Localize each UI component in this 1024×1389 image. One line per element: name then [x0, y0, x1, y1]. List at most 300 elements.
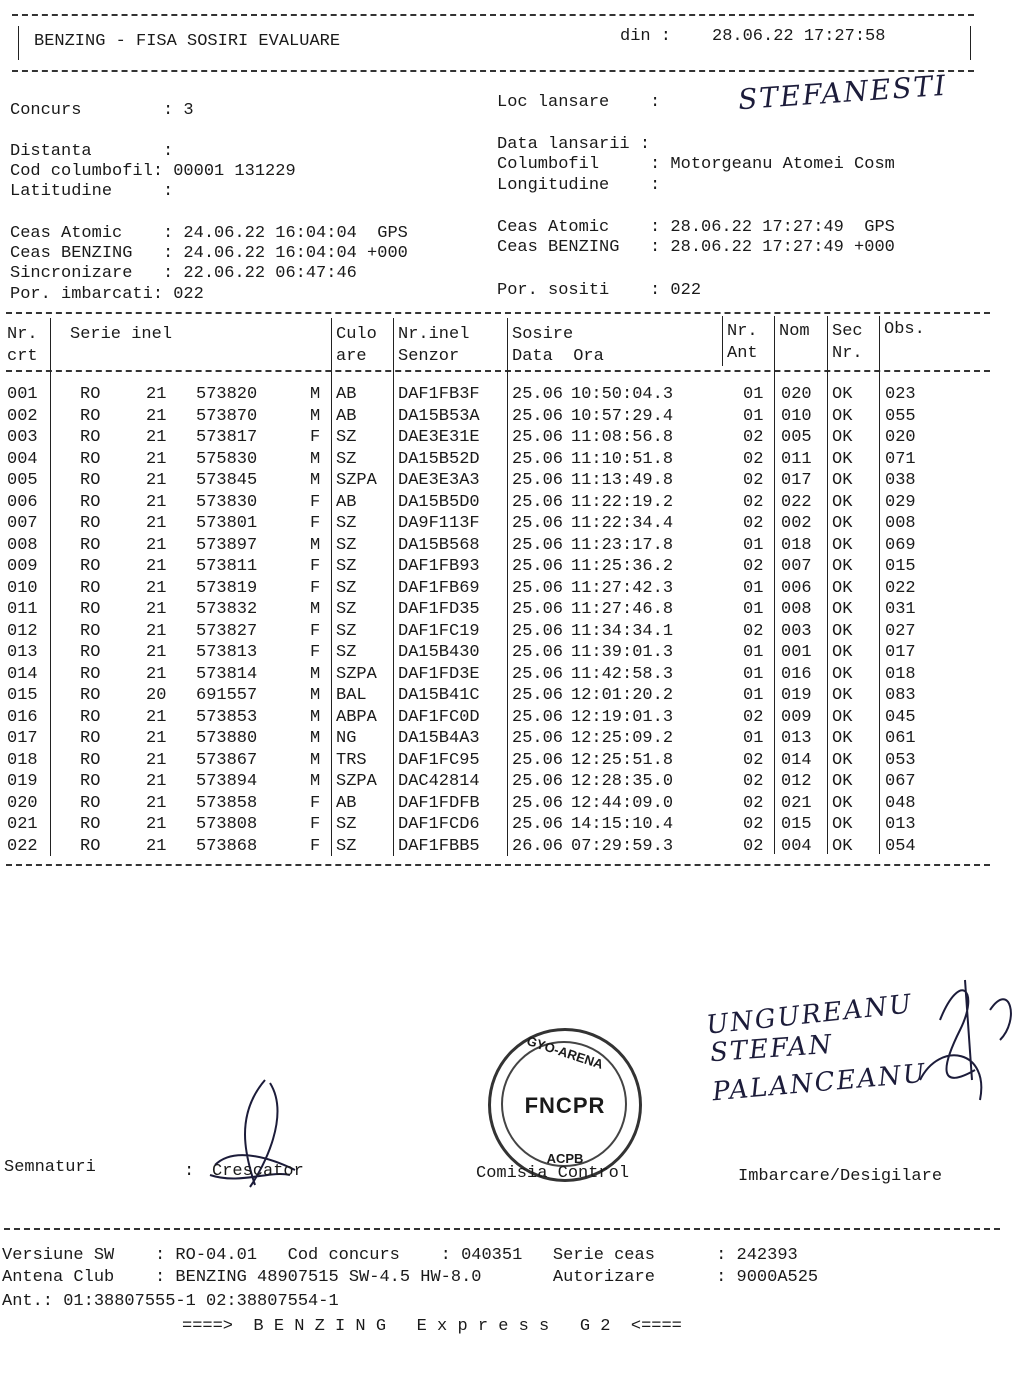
cell-sec: OK [832, 772, 853, 791]
cell-inel: 573827 [196, 621, 258, 641]
cell-data: 25.06 [512, 664, 564, 684]
cell-data: 25.06 [512, 686, 564, 705]
cell-inel: 573817 [196, 428, 258, 447]
cell-ora: 12:01:20.2 [571, 686, 674, 705]
cell-ant: 01 [743, 578, 764, 598]
cell-sec: OK [832, 578, 853, 598]
cod-columbofil-field: Cod columbofil: 00001 131229 [10, 162, 296, 181]
cell-nr: 016 [7, 707, 38, 727]
cell-obs: 038 [885, 471, 916, 490]
cell-ant: 02 [743, 428, 764, 447]
cell-tara: RO [80, 664, 101, 684]
cell-ant: 02 [743, 772, 764, 791]
cell-obs: 020 [885, 428, 916, 447]
signatures-colon: : [184, 1162, 195, 1181]
cell-obs: 017 [885, 643, 916, 662]
cell-culoare: SZ [336, 428, 357, 447]
cell-culoare: SZ [336, 815, 357, 834]
cell-data: 26.06 [512, 836, 564, 856]
sincronizare-field: Sincronizare : 22.06.22 06:47:46 [10, 264, 357, 283]
loc-lansare-handwritten: STEFANESTI [737, 68, 949, 117]
cell-senzor: DA15B4A3 [398, 729, 480, 748]
cell-nom: 005 [781, 428, 812, 447]
cell-tara: RO [80, 557, 101, 576]
table-header-rule [6, 370, 990, 372]
cell-ora: 11:13:49.8 [571, 471, 674, 490]
cell-sec: OK [832, 492, 853, 512]
cell-data: 25.06 [512, 621, 564, 641]
cell-nr: 015 [7, 686, 38, 705]
cell-ant: 02 [743, 621, 764, 641]
cell-ora: 11:22:34.4 [571, 514, 674, 533]
cell-inel: 573820 [196, 385, 258, 404]
cell-sex: F [310, 492, 321, 512]
header-sosire: Sosire [512, 325, 574, 344]
cell-sec: OK [832, 471, 853, 490]
cell-sec: OK [832, 449, 853, 469]
cell-nom: 013 [781, 729, 812, 748]
cell-tara: RO [80, 428, 101, 447]
column-divider [50, 318, 51, 856]
column-divider [827, 316, 828, 854]
signature-comisia-label: Comisia Control [476, 1164, 630, 1183]
cell-sex: M [310, 600, 321, 619]
cell-ora: 11:27:42.3 [571, 578, 674, 598]
cell-ant: 02 [743, 557, 764, 576]
cell-obs: 071 [885, 449, 916, 469]
cell-inel: 573868 [196, 836, 258, 856]
cell-ora: 11:25:36.2 [571, 557, 674, 576]
cell-sec: OK [832, 750, 853, 770]
cell-an: 21 [146, 621, 167, 641]
cell-ora: 11:10:51.8 [571, 449, 674, 469]
cell-senzor: DAE3E31E [398, 428, 480, 447]
cell-an: 21 [146, 729, 167, 748]
cell-sex: F [310, 643, 321, 662]
column-divider [879, 316, 880, 854]
cell-obs: 053 [885, 750, 916, 770]
cell-inel: 573811 [196, 557, 258, 576]
cell-ora: 12:19:01.3 [571, 707, 674, 727]
footer-line-1: Versiune SW : RO-04.01 Cod concurs : 040351 Serie ceas : 242393 [2, 1246, 798, 1265]
cell-sex: F [310, 815, 321, 834]
cell-nr: 008 [7, 535, 38, 555]
cell-data: 25.06 [512, 557, 564, 576]
signature-crescator-label: Crescator [212, 1162, 304, 1181]
cell-data: 25.06 [512, 772, 564, 791]
cell-an: 21 [146, 664, 167, 684]
cell-sec: OK [832, 600, 853, 619]
cell-obs: 031 [885, 600, 916, 619]
cell-obs: 061 [885, 729, 916, 748]
column-divider [774, 316, 775, 854]
cell-an: 21 [146, 815, 167, 834]
cell-ora: 12:28:35.0 [571, 772, 674, 791]
header-nr: Nr. [7, 325, 38, 344]
cell-tara: RO [80, 406, 101, 426]
cell-sex: M [310, 535, 321, 555]
cell-culoare: SZ [336, 514, 357, 533]
handwritten-name-3: PALANCEANU [711, 1058, 928, 1108]
table-bottom-rule [6, 864, 990, 866]
cell-inel: 573870 [196, 406, 258, 426]
cell-inel: 575830 [196, 449, 258, 469]
cell-sec: OK [832, 621, 853, 641]
cell-nom: 015 [781, 815, 812, 834]
cell-an: 21 [146, 793, 167, 813]
cell-nr: 001 [7, 385, 38, 404]
cell-senzor: DAF1FC0D [398, 707, 480, 727]
cell-sex: F [310, 793, 321, 813]
cell-nom: 003 [781, 621, 812, 641]
header-bottom-rule [12, 70, 974, 72]
cell-nom: 008 [781, 600, 812, 619]
cell-culoare: ABPA [336, 707, 377, 727]
cell-ant: 01 [743, 535, 764, 555]
footer-benzing-express: ====> B E N Z I N G E x p r e s s G 2 <==== [182, 1317, 682, 1336]
cell-an: 21 [146, 471, 167, 490]
cell-nom: 001 [781, 643, 812, 662]
cell-culoare: SZ [336, 621, 357, 641]
cell-inel: 573814 [196, 664, 258, 684]
cell-culoare: SZ [336, 643, 357, 662]
cell-senzor: DA9F113F [398, 514, 480, 533]
por-sositi-field: Por. sositi : 022 [497, 281, 702, 300]
cell-ora: 11:23:17.8 [571, 535, 674, 555]
cell-nr: 013 [7, 643, 38, 662]
cell-data: 25.06 [512, 514, 564, 533]
cell-an: 21 [146, 428, 167, 447]
cell-nr: 012 [7, 621, 38, 641]
cell-sex: F [310, 578, 321, 598]
cell-nr: 021 [7, 815, 38, 834]
cell-sec: OK [832, 836, 853, 856]
columbofil-field: Columbofil : Motorgeanu Atomei Cosm [497, 155, 895, 174]
cell-tara: RO [80, 449, 101, 469]
loc-lansare-field: Loc lansare : [497, 93, 661, 112]
cell-nr: 009 [7, 557, 38, 576]
cell-data: 25.06 [512, 471, 564, 490]
cell-data: 25.06 [512, 707, 564, 727]
cell-sec: OK [832, 535, 853, 555]
por-imbarcati-field: Por. imbarcati: 022 [10, 285, 204, 304]
cell-ant: 01 [743, 385, 764, 404]
cell-senzor: DA15B52D [398, 449, 480, 469]
cell-inel: 573813 [196, 643, 258, 662]
stamp-top-text: GYO-ARENA [524, 1033, 606, 1072]
cell-nr: 019 [7, 772, 38, 791]
cell-senzor: DAF1FC95 [398, 750, 480, 770]
cell-data: 25.06 [512, 492, 564, 512]
cell-sex: F [310, 428, 321, 447]
cell-ora: 11:22:19.2 [571, 492, 674, 512]
cell-tara: RO [80, 621, 101, 641]
cell-ant: 01 [743, 406, 764, 426]
cell-sex: M [310, 729, 321, 748]
cell-ant: 02 [743, 836, 764, 856]
cell-ant: 02 [743, 793, 764, 813]
cell-nom: 020 [781, 385, 812, 404]
column-divider [507, 318, 508, 856]
cell-sex: M [310, 772, 321, 791]
ceas-benzing-start: Ceas BENZING : 24.06.22 16:04:04 +000 [10, 244, 408, 263]
cell-tara: RO [80, 578, 101, 598]
cell-an: 21 [146, 492, 167, 512]
cell-nr: 007 [7, 514, 38, 533]
cell-culoare: SZPA [336, 471, 377, 490]
cell-culoare: SZ [336, 557, 357, 576]
cell-nom: 019 [781, 686, 812, 705]
footer-line-2: Antena Club : BENZING 48907515 SW-4.5 HW-8.0 Autorizare : 9000A525 [2, 1268, 819, 1287]
cell-an: 21 [146, 750, 167, 770]
document-title: BENZING - FISA SOSIRI EVALUARE [34, 32, 341, 51]
cell-ora: 11:42:58.3 [571, 664, 674, 684]
cell-inel: 691557 [196, 686, 258, 705]
longitudine-field: Longitudine : [497, 176, 661, 195]
cell-nom: 016 [781, 664, 812, 684]
cell-nom: 004 [781, 836, 812, 856]
cell-inel: 573897 [196, 535, 258, 555]
cell-culoare: BAL [336, 686, 367, 705]
cell-an: 21 [146, 836, 167, 856]
cell-culoare: SZ [336, 535, 357, 555]
cell-obs: 018 [885, 664, 916, 684]
cell-sec: OK [832, 815, 853, 834]
cell-sec: OK [832, 707, 853, 727]
cell-obs: 054 [885, 836, 916, 856]
cell-sec: OK [832, 643, 853, 662]
cell-ora: 14:15:10.4 [571, 815, 674, 834]
cell-nom: 010 [781, 406, 812, 426]
cell-obs: 027 [885, 621, 916, 641]
header-sec-nr: Nr. [832, 344, 863, 363]
concurs-field: Concurs : 3 [10, 101, 194, 120]
cell-sex: M [310, 707, 321, 727]
stamp-bottom-text: ACPB [546, 1151, 584, 1166]
header-right-rule [970, 26, 971, 60]
column-divider [722, 316, 723, 366]
cell-nom: 012 [781, 772, 812, 791]
cell-nr: 020 [7, 793, 38, 813]
ceas-benzing-end: Ceas BENZING : 28.06.22 17:27:49 +000 [497, 238, 895, 257]
cell-ora: 12:44:09.0 [571, 793, 674, 813]
cell-tara: RO [80, 471, 101, 490]
cell-senzor: DA15B5D0 [398, 492, 480, 512]
cell-senzor: DAC42814 [398, 772, 480, 791]
cell-nr: 017 [7, 729, 38, 748]
cell-tara: RO [80, 707, 101, 727]
cell-nr: 010 [7, 578, 38, 598]
cell-ora: 11:34:34.1 [571, 621, 674, 641]
cell-ora: 10:57:29.4 [571, 406, 674, 426]
cell-nom: 014 [781, 750, 812, 770]
cell-culoare: AB [336, 406, 357, 426]
cell-nom: 002 [781, 514, 812, 533]
cell-senzor: DAF1FCD6 [398, 815, 480, 834]
cell-an: 21 [146, 385, 167, 404]
cell-tara: RO [80, 750, 101, 770]
cell-senzor: DAF1FB93 [398, 557, 480, 576]
header-sec: Sec [832, 322, 863, 341]
cell-tara: RO [80, 686, 101, 705]
cell-inel: 573880 [196, 729, 258, 748]
cell-nr: 002 [7, 406, 38, 426]
cell-ant: 01 [743, 643, 764, 662]
cell-nom: 007 [781, 557, 812, 576]
cell-tara: RO [80, 729, 101, 748]
cell-culoare: SZ [336, 600, 357, 619]
signature-imbarcare-label: Imbarcare/Desigilare [738, 1167, 943, 1186]
cell-an: 21 [146, 557, 167, 576]
cell-tara: RO [80, 772, 101, 791]
cell-tara: RO [80, 514, 101, 533]
cell-sex: F [310, 621, 321, 641]
cell-sec: OK [832, 428, 853, 447]
cell-sec: OK [832, 406, 853, 426]
cell-ant: 02 [743, 750, 764, 770]
cell-obs: 029 [885, 492, 916, 512]
cell-senzor: DA15B41C [398, 686, 480, 705]
cell-tara: RO [80, 492, 101, 512]
cell-an: 21 [146, 449, 167, 469]
cell-obs: 022 [885, 578, 916, 598]
cell-data: 25.06 [512, 643, 564, 662]
cell-an: 21 [146, 600, 167, 619]
cell-ant: 01 [743, 729, 764, 748]
cell-inel: 573853 [196, 707, 258, 727]
cell-inel: 573832 [196, 600, 258, 619]
cell-nom: 018 [781, 535, 812, 555]
header-nom: Nom [779, 322, 810, 341]
cell-obs: 013 [885, 815, 916, 834]
cell-culoare: TRS [336, 750, 367, 770]
header-ant: Ant [727, 344, 758, 363]
date-value: 28.06.22 17:27:58 [712, 27, 886, 46]
cell-nom: 006 [781, 578, 812, 598]
cell-inel: 573858 [196, 793, 258, 813]
cell-inel: 573808 [196, 815, 258, 834]
cell-nr: 014 [7, 664, 38, 684]
cell-tara: RO [80, 385, 101, 404]
cell-inel: 573867 [196, 750, 258, 770]
cell-an: 21 [146, 707, 167, 727]
cell-data: 25.06 [512, 535, 564, 555]
cell-nr: 018 [7, 750, 38, 770]
cell-obs: 045 [885, 707, 916, 727]
cell-ant: 02 [743, 707, 764, 727]
cell-sex: F [310, 514, 321, 533]
cell-culoare: SZPA [336, 664, 377, 684]
header-crt: crt [7, 347, 38, 366]
footer-top-rule [4, 1228, 1000, 1230]
signature-scribble-right [880, 960, 1020, 1120]
cell-sec: OK [832, 557, 853, 576]
cell-nr: 006 [7, 492, 38, 512]
column-divider [331, 318, 332, 856]
header-serie-inel: Serie inel [70, 325, 173, 344]
cell-nom: 021 [781, 793, 812, 813]
cell-data: 25.06 [512, 385, 564, 404]
cell-nr: 022 [7, 836, 38, 856]
cell-data: 25.06 [512, 815, 564, 834]
cell-ant: 02 [743, 492, 764, 512]
cell-sex: M [310, 664, 321, 684]
cell-nom: 011 [781, 449, 812, 469]
cell-an: 21 [146, 514, 167, 533]
cell-obs: 023 [885, 385, 916, 404]
cell-data: 25.06 [512, 449, 564, 469]
cell-culoare: SZ [336, 578, 357, 598]
cell-obs: 015 [885, 557, 916, 576]
header-nr-inel: Nr.inel [398, 325, 470, 344]
cell-data: 25.06 [512, 729, 564, 748]
cell-an: 21 [146, 643, 167, 662]
ceas-atomic-start: Ceas Atomic : 24.06.22 16:04:04 GPS [10, 224, 408, 243]
column-divider [393, 318, 394, 856]
header-culo: Culo [336, 325, 377, 344]
stamp-middle-text: FNCPR [524, 1093, 606, 1118]
cell-sec: OK [832, 686, 853, 705]
cell-nr: 004 [7, 449, 38, 469]
cell-ant: 02 [743, 471, 764, 490]
table-top-rule [6, 312, 990, 314]
cell-senzor: DA15B53A [398, 406, 480, 426]
header-obs: Obs. [884, 320, 925, 339]
cell-senzor: DA15B430 [398, 643, 480, 662]
cell-inel: 573801 [196, 514, 258, 533]
cell-an: 21 [146, 578, 167, 598]
cell-senzor: DAF1FDFB [398, 793, 480, 813]
cell-an: 21 [146, 535, 167, 555]
cell-ora: 07:29:59.3 [571, 836, 674, 856]
signatures-label: Semnaturi [4, 1158, 96, 1177]
header-top-rule [12, 14, 974, 16]
cell-an: 21 [146, 772, 167, 791]
fncpr-stamp [488, 1028, 642, 1182]
cell-culoare: AB [336, 793, 357, 813]
cell-obs: 083 [885, 686, 916, 705]
cell-sex: M [310, 406, 321, 426]
cell-sex: F [310, 557, 321, 576]
cell-tara: RO [80, 836, 101, 856]
cell-nr: 011 [7, 600, 38, 619]
handwritten-name-1: UNGUREANU [705, 989, 915, 1041]
cell-senzor: DAF1FD3E [398, 664, 480, 684]
cell-inel: 573845 [196, 471, 258, 490]
cell-sex: M [310, 750, 321, 770]
cell-nom: 009 [781, 707, 812, 727]
footer-line-3: Ant.: 01:38807555-1 02:38807554-1 [2, 1292, 339, 1311]
cell-inel: 573830 [196, 492, 258, 512]
cell-culoare: SZPA [336, 772, 377, 791]
cell-ant: 02 [743, 815, 764, 834]
cell-data: 25.06 [512, 750, 564, 770]
cell-ora: 11:39:01.3 [571, 643, 674, 662]
cell-an: 20 [146, 686, 167, 705]
cell-obs: 048 [885, 793, 916, 813]
cell-ora: 11:08:56.8 [571, 428, 674, 447]
header-left-rule [18, 26, 19, 60]
cell-ora: 12:25:09.2 [571, 729, 674, 748]
cell-sec: OK [832, 793, 853, 813]
cell-sex: M [310, 449, 321, 469]
cell-sex: M [310, 686, 321, 705]
cell-nom: 017 [781, 471, 812, 490]
header-nr-ant: Nr. [727, 322, 758, 341]
latitudine-field: Latitudine : [10, 182, 174, 201]
cell-nom: 022 [781, 492, 812, 512]
cell-sec: OK [832, 664, 853, 684]
